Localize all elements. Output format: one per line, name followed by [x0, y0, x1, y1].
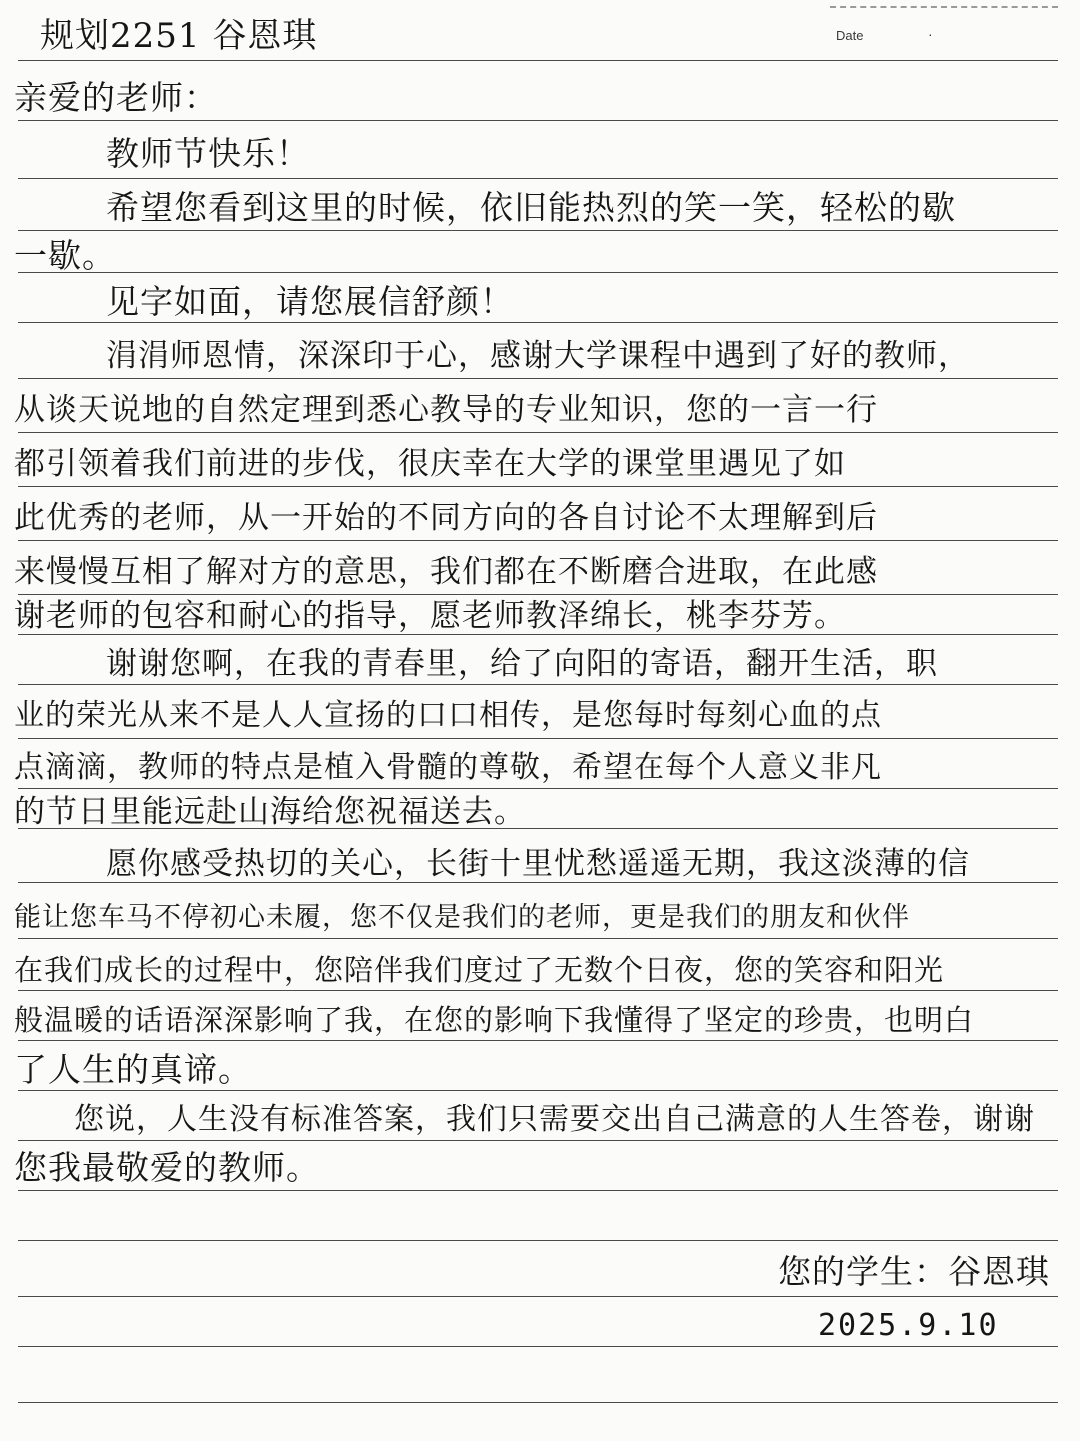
letter-line: 业的荣光从来不是人人宣扬的口口相传，是您每时每刻心血的点: [14, 698, 882, 733]
letter-line: 了人生的真谛。: [14, 1050, 252, 1089]
letter-line: 教师节快乐！: [106, 134, 310, 173]
ruled-line: [18, 540, 1058, 541]
date-dot: ·: [928, 26, 933, 42]
ruled-line: [18, 1190, 1058, 1191]
letter-line: 在我们成长的过程中，您陪伴我们度过了无数个日夜，您的笑容和阳光: [14, 953, 945, 987]
letter-line: 般温暖的话语深深影响了我，在您的影响下我懂得了坚定的珍贵，也明白: [14, 1003, 975, 1037]
student-name-header: 规划2251 谷恩琪: [40, 16, 318, 56]
ruled-line: [18, 60, 1058, 61]
letter-line: 点滴滴，教师的特点是植入骨髓的尊敬，希望在每个人意义非凡: [14, 750, 882, 785]
ruled-line: [18, 1402, 1058, 1403]
letter-line: 一歇。: [14, 236, 116, 275]
letter-line: 都引领着我们前进的步伐，很庆幸在大学的课堂里遇见了如: [14, 446, 846, 482]
letter-line: 谢老师的包容和耐心的指导，愿老师教泽绵长，桃李芬芳。: [14, 598, 846, 634]
salutation: 亲爱的老师：: [14, 78, 218, 117]
letter-line: 希望您看到这里的时候，依旧能热烈的笑一笑，轻松的歇: [106, 188, 956, 227]
ruled-line: [18, 738, 1058, 739]
letter-line: 您说，人生没有标准答案，我们只需要交出自己满意的人生答卷，谢谢: [74, 1102, 1035, 1137]
letter-line: 从谈天说地的自然定理到悉心教导的专业知识，您的一言一行: [14, 392, 878, 428]
letter-line: 谢谢您啊，在我的青春里，给了向阳的寄语，翻开生活，职: [106, 646, 938, 682]
date-label: Date: [836, 28, 864, 43]
ruled-line: [18, 230, 1058, 231]
letter-line: 的节日里能远赴山海给您祝福送去。: [14, 794, 526, 830]
ruled-line: [18, 1296, 1058, 1297]
top-dashed-line: [830, 6, 1058, 8]
ruled-line: [18, 486, 1058, 487]
signature: 您的学生：谷恩琪: [778, 1252, 1050, 1291]
ruled-line: [18, 120, 1058, 121]
letter-date: 2025.9.10: [818, 1308, 999, 1343]
ruled-line: [18, 432, 1058, 433]
ruled-line: [18, 378, 1058, 379]
ruled-line: [18, 178, 1058, 179]
letter-line: 见字如面，请您展信舒颜！: [106, 282, 514, 321]
letter-line: 来慢慢互相了解对方的意思，我们都在不断磨合进取，在此感: [14, 554, 878, 590]
letter-line: 愿你感受热切的关心，长街十里忧愁遥遥无期，我这淡薄的信: [106, 846, 970, 882]
ruled-line: [18, 1240, 1058, 1241]
letter-line: 您我最敬爱的教师。: [14, 1148, 320, 1187]
letter-line: 涓涓师恩情，深深印于心，感谢大学课程中遇到了好的教师，: [106, 338, 970, 374]
ruled-line: [18, 1346, 1058, 1347]
letter-line: 此优秀的老师，从一开始的不同方向的各自讨论不太理解到后: [14, 500, 878, 536]
letter-line: 能让您车马不停初心未履，您不仅是我们的老师，更是我们的朋友和伙伴: [14, 902, 910, 933]
